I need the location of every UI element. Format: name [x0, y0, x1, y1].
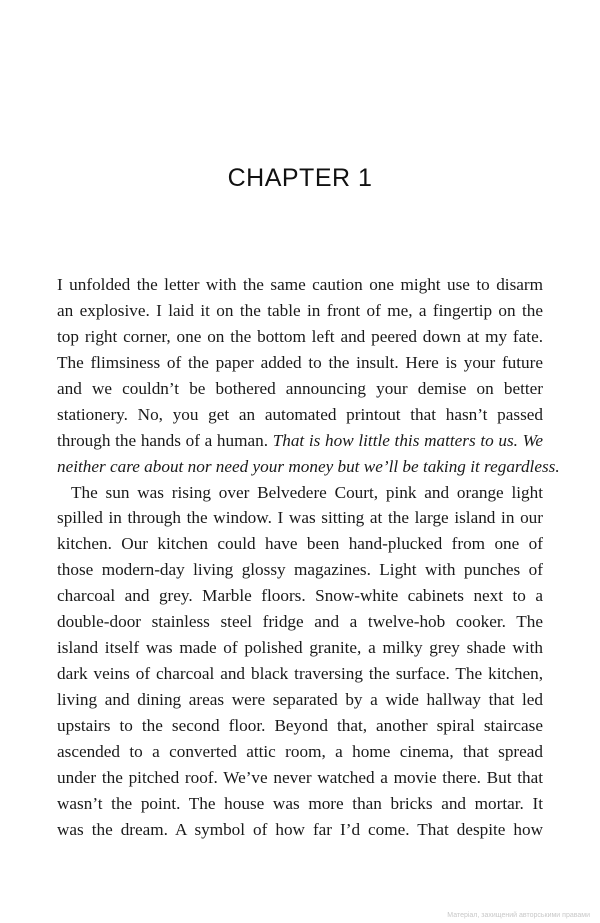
- text-run: spilled in through the window. I was sitting at the large island in our: [57, 508, 543, 528]
- text-run: through the hands of a human.: [57, 430, 273, 450]
- text-line: [57, 817, 543, 843]
- text-run: living and dining areas were separated by a wide hallway that led: [57, 690, 543, 709]
- chapter-title: CHAPTER 1: [227, 164, 373, 192]
- text-run: upstairs to the second floor. Beyond that, another spiral staircase: [57, 715, 543, 735]
- text-run: double-door stainless steel fridge and a twelve-hob cooker. The: [57, 612, 543, 632]
- text-line: [57, 765, 543, 791]
- text-line: [57, 687, 543, 713]
- text-line: [57, 376, 543, 402]
- text-line: [57, 661, 543, 687]
- text-line: [57, 480, 543, 506]
- text-line: [57, 791, 543, 817]
- text-line: [57, 350, 543, 376]
- text-run: an explosive. I laid it on the table in front of me, a fingertip on the: [57, 300, 543, 320]
- text-line: [57, 609, 543, 635]
- text-line: [57, 739, 543, 765]
- text-line: [57, 428, 543, 454]
- text-run: charcoal and grey. Marble floors. Snow-white cabinets next to a: [57, 586, 543, 606]
- text-line: [57, 454, 560, 480]
- text-line: [57, 557, 543, 583]
- text-run: kitchen. Our kitchen could have been hand-plucked from one of: [57, 534, 543, 554]
- text-run: dark veins of charcoal and black traversing the surface. The kitchen,: [57, 664, 543, 684]
- text-run: The sun was rising over Belvedere Court, pink and orange light: [71, 482, 543, 502]
- text-run: those modern-day living glossy magazines. Light with punches of: [57, 560, 543, 580]
- italic-text-run: neither care about nor need your money but we’ll be taking it regardless.: [57, 456, 560, 476]
- text-run: stationery. No, you get an automated printout that hasn’t passed: [57, 404, 543, 424]
- text-run: top right corner, one on the bottom left and peered down at my fate.: [57, 326, 543, 346]
- italic-text-run: That is how little this matters to us. We: [272, 430, 543, 450]
- text-run: was the dream. A symbol of how far I’d come. That despite how: [57, 819, 543, 839]
- text-line: [57, 635, 543, 661]
- text-run: ascended to a converted attic room, a home cinema, that spread: [57, 741, 543, 761]
- text-line: [57, 298, 543, 324]
- text-line: [57, 272, 543, 298]
- text-line: [57, 505, 543, 531]
- text-run: wasn’t the point. The house was more than bricks and mortar. It: [57, 793, 543, 813]
- text-line: [57, 531, 543, 557]
- text-run: island itself was made of polished granite, a milky grey shade with: [57, 638, 543, 658]
- text-run: The flimsiness of the paper added to the insult. Here is your future: [57, 352, 543, 372]
- text-run: under the pitched roof. We’ve never watched a movie there. But that: [57, 767, 543, 787]
- text-line: [57, 713, 543, 739]
- chapter-body: [57, 272, 560, 843]
- text-line: [57, 402, 543, 428]
- text-line: [57, 583, 543, 609]
- text-run: and we couldn’t be bothered announcing your demise on better: [57, 378, 543, 398]
- copyright-watermark: Матеріал, захищений авторськими правами: [447, 912, 590, 919]
- text-line: [57, 324, 543, 350]
- text-run: I unfolded the letter with the same caution one might use to disarm: [57, 275, 543, 294]
